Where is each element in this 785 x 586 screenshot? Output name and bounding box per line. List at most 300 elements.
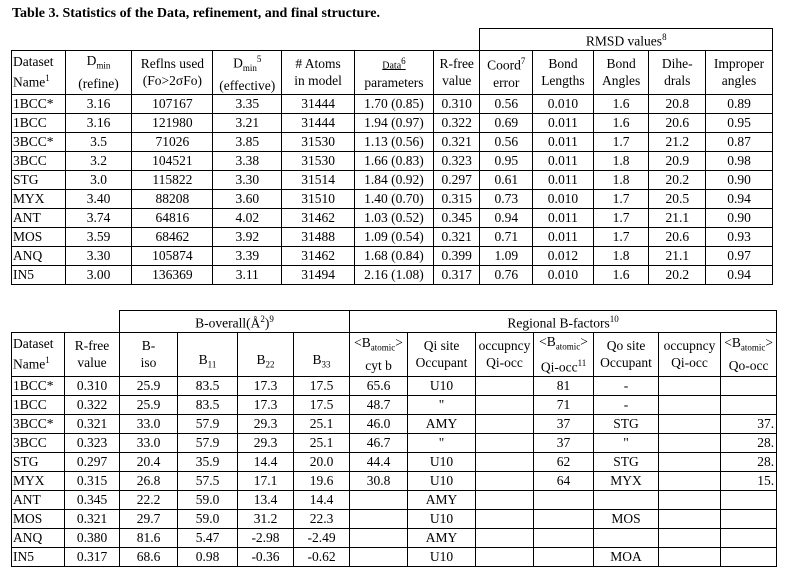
table-cell: 31462 (282, 208, 355, 227)
table-cell: 20.2 (649, 170, 706, 189)
dataset-name-cell: IN5 (12, 547, 65, 566)
table-cell: 3.59 (65, 227, 132, 246)
dataset-name-cell: MYX (12, 471, 65, 490)
table-row (12, 490, 777, 509)
column-header (721, 332, 777, 376)
refinement-statistics-table (11, 28, 773, 285)
header-line-1 (482, 53, 530, 74)
table-row (12, 471, 777, 490)
header-line-2 (352, 357, 405, 374)
column-header (408, 332, 476, 376)
header-line-1 (478, 337, 531, 354)
table-cell: 0.69 (480, 113, 533, 132)
table-cell: " (408, 395, 476, 414)
dataset-name-cell: STG (12, 452, 65, 471)
table-cell: " (408, 433, 476, 452)
table-cell: 35.9 (178, 452, 238, 471)
column-header (534, 332, 594, 376)
header-line-2 (651, 72, 703, 89)
table-cell: 64816 (132, 208, 213, 227)
table-cell: 21.1 (649, 246, 706, 265)
header-subscript: atomic (740, 342, 766, 353)
table-cell: - (594, 395, 659, 414)
table-cell: 5.47 (178, 528, 238, 547)
table-cell: 0.94 (706, 189, 773, 208)
table-cell (721, 547, 777, 566)
table-cell: 0.71 (480, 227, 533, 246)
header-text: parameters (364, 75, 424, 91)
table-cell (659, 433, 721, 452)
table-row (12, 94, 773, 113)
header-line-2 (134, 72, 210, 89)
table-cell: 88208 (132, 189, 213, 208)
table-cell: - (594, 376, 659, 395)
table-cell: 20.4 (120, 452, 178, 471)
table-row (12, 132, 773, 151)
table-cell: 3.74 (65, 208, 132, 227)
table-cell: 0.345 (65, 490, 120, 509)
table-cell: 29.3 (238, 414, 294, 433)
header-line-1 (357, 53, 431, 74)
header-line-1 (436, 55, 478, 72)
header-subscript: atomic (555, 341, 581, 352)
table-cell: AMY (408, 414, 476, 433)
header-text: > (580, 333, 588, 349)
header-line-1 (535, 55, 591, 72)
column-header (12, 332, 65, 376)
table-cell: 64 (534, 471, 594, 490)
header-line-1 (661, 337, 718, 354)
table-row (12, 452, 777, 471)
table-cell: 21.1 (649, 208, 706, 227)
table-cell (534, 528, 594, 547)
table-cell (659, 414, 721, 433)
header-line-1 (68, 52, 130, 75)
table-row (12, 509, 777, 528)
table-cell: 0.93 (706, 227, 773, 246)
table-cell: 22.3 (294, 509, 350, 528)
dataset-name-cell: 3BCC (12, 433, 65, 452)
table-cell: 0.317 (65, 547, 120, 566)
table-cell: 3.30 (65, 246, 132, 265)
table-cell: 71 (534, 395, 594, 414)
table-cell: 0.380 (65, 528, 120, 547)
header-text: Name (13, 356, 46, 372)
table-cell: 25.1 (294, 414, 350, 433)
table-cell: 68.6 (120, 547, 178, 566)
header-text: Qo-occ (728, 357, 769, 373)
header-line-2 (410, 354, 473, 371)
table-cell: " (594, 433, 659, 452)
table-cell: 0.345 (433, 208, 480, 227)
header-text: Improper (713, 56, 765, 72)
header-line-1 (410, 337, 473, 354)
column-header (132, 50, 213, 94)
table-cell: 1.8 (593, 151, 649, 170)
table-cell: AMY (408, 490, 476, 509)
table-cell (534, 509, 594, 528)
header-line-1 (180, 334, 235, 351)
table-cell: 1.7 (593, 132, 649, 151)
table-cell: 3.60 (213, 189, 282, 208)
table-cell: 1.03 (0.52) (355, 208, 434, 227)
header-line-2 (661, 354, 718, 371)
table-cell: 48.7 (350, 395, 408, 414)
table-cell: 1.13 (0.56) (355, 132, 434, 151)
header-line-2 (122, 354, 175, 371)
header-line-2 (67, 354, 117, 371)
table-cell (594, 528, 659, 547)
header-line-1 (596, 337, 656, 354)
header-text: Bond (606, 56, 636, 72)
header-text: Qi-occ (671, 355, 708, 371)
column-header (12, 50, 66, 94)
table-cell: 31444 (282, 113, 355, 132)
header-subscript: 33 (321, 359, 331, 370)
table-cell: 0.010 (533, 265, 594, 284)
header-text: R-free (74, 338, 110, 354)
table-cell: 0.315 (433, 189, 480, 208)
header-line-1 (536, 333, 591, 356)
table-cell: 62 (534, 452, 594, 471)
table-cell: 0.321 (433, 227, 480, 246)
table-cell: 68462 (132, 227, 213, 246)
header-line-1 (723, 334, 774, 357)
table-cell: 25.1 (294, 433, 350, 452)
table-cell: 0.56 (480, 132, 533, 151)
table-cell: 71026 (132, 132, 213, 151)
table-cell (350, 490, 408, 509)
header-text: error (493, 74, 520, 90)
table-cell: 81.6 (120, 528, 178, 547)
header-text: Dataset (13, 336, 54, 352)
table-cell: 33.0 (120, 433, 178, 452)
table-cell: 0.011 (533, 227, 594, 246)
header-text: Data (382, 60, 402, 72)
table-cell: -2.98 (238, 528, 294, 547)
table-cell: 0.89 (706, 94, 773, 113)
table-cell (659, 490, 721, 509)
table-cell: 26.8 (120, 471, 178, 490)
table-cell: 17.1 (238, 471, 294, 490)
table-cell: 3.35 (213, 94, 282, 113)
table-cell: 107167 (132, 94, 213, 113)
table-cell (721, 490, 777, 509)
table-cell: 0.73 (480, 189, 533, 208)
table-cell: 0.322 (65, 395, 120, 414)
header-text: <B (539, 333, 556, 349)
dataset-name-cell: ANT (12, 490, 65, 509)
column-header (213, 50, 282, 94)
header-text: occupncy (478, 338, 531, 354)
table-cell (350, 528, 408, 547)
table-cell: 3.2 (65, 151, 132, 170)
header-line-1 (134, 55, 210, 72)
table-cell: 104521 (132, 151, 213, 170)
table-cell: U10 (408, 376, 476, 395)
table-cell: 0.012 (533, 246, 594, 265)
table-cell: 20.8 (649, 94, 706, 113)
table-cell: 25.9 (120, 395, 178, 414)
dataset-name-cell: 1BCC (12, 395, 65, 414)
column-header (706, 50, 773, 94)
table-cell: 1.7 (593, 227, 649, 246)
table-cell (721, 528, 777, 547)
table-cell: 20.9 (649, 151, 706, 170)
table-cell: 0.90 (706, 208, 773, 227)
table-cell: STG (594, 414, 659, 433)
column-header (65, 50, 132, 94)
table-cell: 0.87 (706, 132, 773, 151)
table-cell: 1.94 (0.97) (355, 113, 434, 132)
table-cell: 3.16 (65, 113, 132, 132)
table-cell: 17.3 (238, 395, 294, 414)
column-header (476, 332, 534, 376)
column-header (659, 332, 721, 376)
column-header (594, 332, 659, 376)
table-cell: AMY (408, 528, 476, 547)
table-cell: 31510 (282, 189, 355, 208)
table-row (12, 170, 773, 189)
table-cell: 31488 (282, 227, 355, 246)
column-header (649, 50, 706, 94)
table-row (12, 265, 773, 284)
table-cell: 0.315 (65, 471, 120, 490)
table-cell: 20.6 (649, 113, 706, 132)
table-cell: 21.2 (649, 132, 706, 151)
table-cell: 20.6 (649, 227, 706, 246)
header-line-1 (596, 55, 647, 72)
table-cell: 31494 (282, 265, 355, 284)
header-text: Bond (548, 56, 578, 72)
table-cell (659, 547, 721, 566)
column-header (178, 332, 238, 376)
header-text: Qi-occ (486, 355, 523, 371)
dataset-name-cell: STG (12, 170, 66, 189)
header-line-1 (67, 337, 117, 354)
header-line-2 (13, 70, 63, 91)
table-row (12, 376, 777, 395)
header-text: drals (664, 73, 691, 89)
table-cell: MYX (594, 471, 659, 490)
header-text: (Fo>2σFo) (142, 73, 202, 89)
table-cell: 3.16 (65, 94, 132, 113)
table-row (12, 227, 773, 246)
b-factor-statistics-table (11, 310, 777, 567)
header-text: Occupant (600, 355, 652, 371)
table-row (12, 528, 777, 547)
table-cell: 59.0 (178, 509, 238, 528)
table-cell: 1.40 (0.70) (355, 189, 434, 208)
header-text: Qi-occ (540, 359, 578, 375)
header-line-1 (651, 55, 703, 72)
header-text: Occupant (415, 355, 468, 371)
table-cell: 30.8 (350, 471, 408, 490)
table-cell: 3.39 (213, 246, 282, 265)
table-cell (476, 547, 534, 566)
table-cell: 1.09 (0.54) (355, 227, 434, 246)
header-line-2 (596, 354, 656, 371)
header-line-2 (596, 72, 647, 89)
table-row (12, 395, 777, 414)
table-cell (476, 433, 534, 452)
table-cell: 1.6 (593, 94, 649, 113)
table-cell: 3.21 (213, 113, 282, 132)
dataset-name-cell: 1BCC* (12, 376, 65, 395)
table-cell: 83.5 (178, 376, 238, 395)
table-cell: 0.323 (65, 433, 120, 452)
table-cell: 0.61 (480, 170, 533, 189)
table-cell: 3.0 (65, 170, 132, 189)
column-header (593, 50, 649, 94)
header-line-2 (180, 351, 235, 374)
column-header (282, 50, 355, 94)
header-text: Dihe- (661, 56, 693, 72)
table-cell: 57.5 (178, 471, 238, 490)
header-text: <B (724, 335, 741, 351)
header-line-2 (13, 352, 62, 373)
table-cell: 0.321 (65, 414, 120, 433)
table-cell (476, 528, 534, 547)
header-superscript: 6 (401, 55, 406, 66)
table-cell: 2.16 (1.08) (355, 265, 434, 284)
table-row (12, 433, 777, 452)
table-cell: 1.7 (593, 189, 649, 208)
table-cell: 46.0 (350, 414, 408, 433)
table-row (12, 208, 773, 227)
header-line-2 (215, 77, 279, 94)
header-line-2 (482, 74, 530, 91)
table-cell: 0.310 (65, 376, 120, 395)
column-header (350, 332, 408, 376)
column-header (294, 332, 350, 376)
table-cell (721, 376, 777, 395)
header-text: B (198, 352, 208, 368)
table-cell: 3.00 (65, 265, 132, 284)
header-line-2 (357, 74, 431, 91)
table-cell: 1.70 (0.85) (355, 94, 434, 113)
header-text: D (86, 53, 97, 69)
dataset-name-cell: 3BCC* (12, 132, 66, 151)
header-line-2 (536, 355, 591, 376)
table-cell: 0.76 (480, 265, 533, 284)
table-cell: 17.3 (238, 376, 294, 395)
table-cell (659, 376, 721, 395)
table-cell: 31444 (282, 94, 355, 113)
table-row (12, 113, 773, 132)
table-cell: 136369 (132, 265, 213, 284)
header-subscript: 11 (207, 359, 217, 370)
header-text: > (765, 335, 773, 351)
table-cell: 31462 (282, 246, 355, 265)
table-cell: -0.36 (238, 547, 294, 566)
table-caption: Table 3. Statistics of the Data, refinement, and final structure. (12, 6, 380, 21)
header-subscript: min (96, 60, 111, 71)
table-cell: 0.323 (433, 151, 480, 170)
table-cell: 25.9 (120, 376, 178, 395)
table-cell: 33.0 (120, 414, 178, 433)
header-line-2 (284, 72, 352, 89)
header-text: Name (13, 74, 46, 90)
column-header (355, 50, 434, 94)
table-cell (350, 547, 408, 566)
table-cell (659, 528, 721, 547)
table-cell: 65.6 (350, 376, 408, 395)
table-cell: 46.7 (350, 433, 408, 452)
table-cell: 31.2 (238, 509, 294, 528)
table-cell: 20.5 (649, 189, 706, 208)
table-cell (476, 395, 534, 414)
header-text: in model (294, 73, 342, 89)
dataset-name-cell: 3BCC* (12, 414, 65, 433)
header-line-1 (13, 335, 62, 352)
table-cell: 1.66 (0.83) (355, 151, 434, 170)
table-cell: 121980 (132, 113, 213, 132)
dataset-name-cell: MOS (12, 509, 65, 528)
rmsd-group-header: RMSD values$^8$ (480, 29, 773, 51)
header-subscript: atomic (370, 342, 396, 353)
table-cell: 31530 (282, 151, 355, 170)
dataset-name-cell: MYX (12, 189, 66, 208)
table-cell: 0.011 (533, 113, 594, 132)
table-cell: 0.321 (433, 132, 480, 151)
table-cell (594, 490, 659, 509)
header-text: occupncy (663, 338, 716, 354)
header-line-2 (296, 351, 347, 374)
table-cell: MOS (594, 509, 659, 528)
table-cell: 0.98 (178, 547, 238, 566)
table-cell: 17.5 (294, 395, 350, 414)
header-superscript: 11 (577, 358, 587, 369)
header-line-1 (296, 334, 347, 351)
table-cell: 105874 (132, 246, 213, 265)
table-cell: -2.49 (294, 528, 350, 547)
blank-header (12, 29, 480, 51)
table-cell: 29.7 (120, 509, 178, 528)
header-line-1 (122, 337, 175, 354)
table-cell: 1.8 (593, 246, 649, 265)
table-cell: 3.38 (213, 151, 282, 170)
table-row (12, 547, 777, 566)
table-cell: 0.297 (65, 452, 120, 471)
table-cell: 44.4 (350, 452, 408, 471)
header-text: Coord (487, 57, 521, 73)
table-cell: 0.297 (433, 170, 480, 189)
table-cell: 0.95 (480, 151, 533, 170)
table-cell (659, 509, 721, 528)
table-cell: 14.4 (294, 490, 350, 509)
table-cell: 37 (534, 433, 594, 452)
header-text: > (395, 335, 403, 351)
table-row (12, 151, 773, 170)
header-text: B- (141, 338, 156, 354)
table-cell: 1.7 (593, 208, 649, 227)
table-cell: 59.0 (178, 490, 238, 509)
column-header (480, 50, 533, 94)
table-cell: 3.11 (213, 265, 282, 284)
header-text: Lengths (541, 73, 585, 89)
table-cell: 31514 (282, 170, 355, 189)
table-cell: 15. (721, 471, 777, 490)
table-cell: 57.9 (178, 414, 238, 433)
table-cell: 17.5 (294, 376, 350, 395)
header-line-2 (708, 72, 770, 89)
header-line-2 (478, 354, 531, 371)
header-text: value (442, 73, 472, 89)
header-superscript: 5 (256, 53, 262, 64)
table-cell: 1.09 (480, 246, 533, 265)
table-cell: 0.321 (65, 509, 120, 528)
